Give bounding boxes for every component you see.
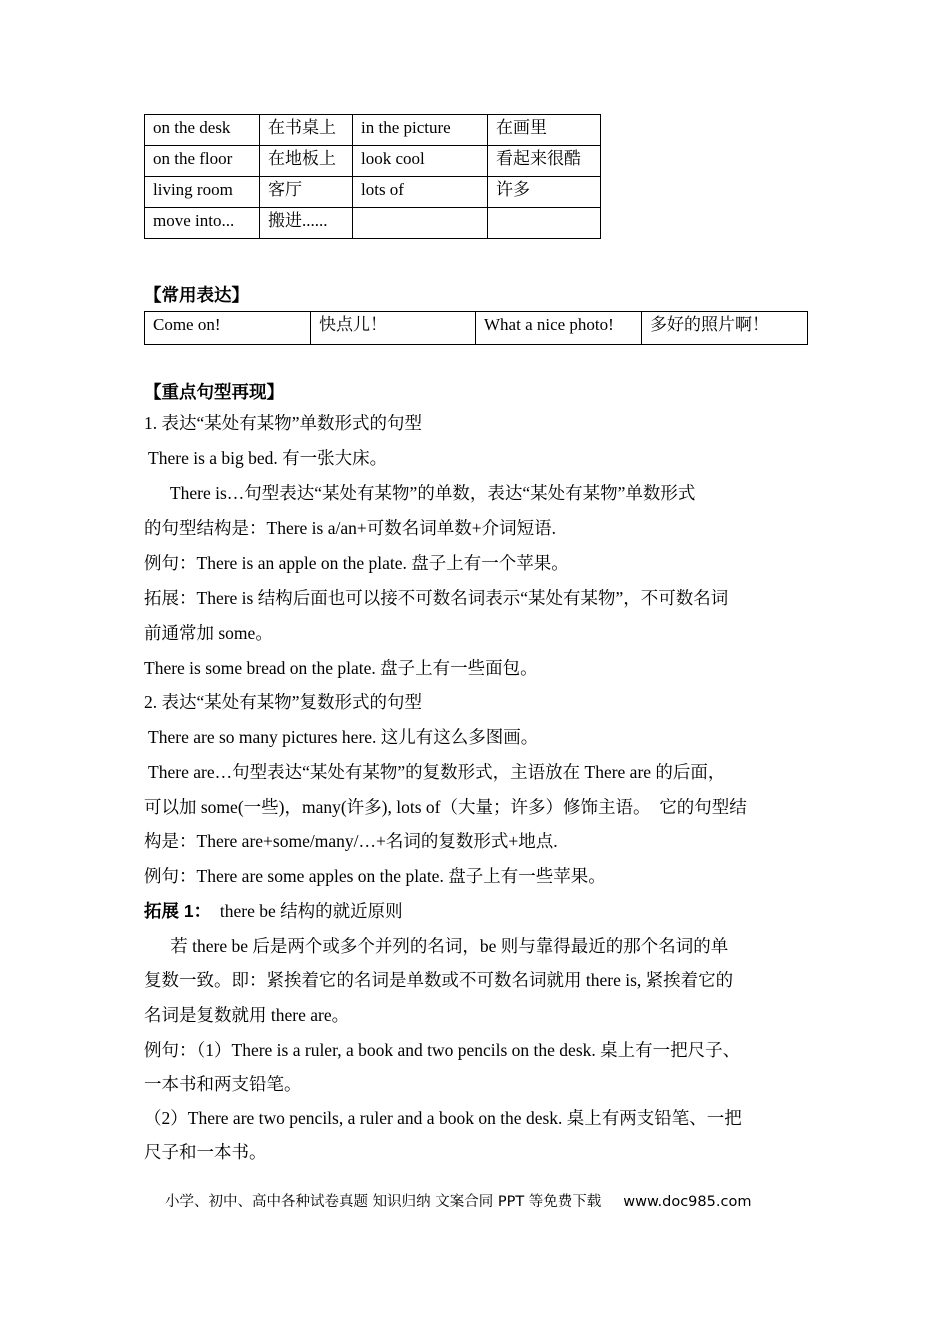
extension-line xyxy=(144,899,403,923)
vocab-table xyxy=(144,114,601,239)
table-cell: What a nice photo! xyxy=(476,312,642,345)
text-line: 复数一致。即：紧挨着它的名词是单数或不可数名词就用 there is, 紧挨着它的 xyxy=(144,970,734,990)
table-row xyxy=(145,177,601,208)
table-cell: on the floor xyxy=(145,146,260,177)
table-cell: move into... xyxy=(145,208,260,239)
text-line: 构是：There are+some/many/…+名词的复数形式+地点. xyxy=(144,831,558,851)
extension-label: 拓展 1： xyxy=(144,901,212,921)
text-line: 例句：（1）There is a ruler, a book and two pencils on the desk. 桌上有一把尺子、 xyxy=(144,1040,741,1060)
text-line: There is a big bed. 有一张大床。 xyxy=(144,448,388,468)
text-line: （2）There are two pencils, a ruler and a book on the desk. 桌上有两支铅笔、一把 xyxy=(144,1108,742,1128)
text-line: 一本书和两支铅笔。 xyxy=(144,1074,302,1094)
table-cell: lots of xyxy=(353,177,488,208)
page-footer xyxy=(165,1190,751,1211)
text-line: There is…句型表达“某处有某物”的单数，表达“某处有某物”单数形式 xyxy=(144,483,696,503)
table-cell: 看起来很酷 xyxy=(488,146,601,177)
table-cell: living room xyxy=(145,177,260,208)
table-cell: 许多 xyxy=(488,177,601,208)
text-line: 2. 表达“某处有某物”复数形式的句型 xyxy=(144,692,423,712)
sentences-heading: 【重点句型再现】 xyxy=(144,382,284,402)
extension-title: there be 结构的就近原则 xyxy=(211,901,403,921)
table-cell: look cool xyxy=(353,146,488,177)
text-line: 前通常加 some。 xyxy=(144,623,273,643)
text-line: 1. 表达“某处有某物”单数形式的句型 xyxy=(144,413,423,433)
table-cell: 在画里 xyxy=(488,115,601,146)
text-line: 的句型结构是：There is a/an+可数名词单数+介词短语. xyxy=(144,518,556,538)
text-line: 例句：There is an apple on the plate. 盘子上有一个苹果。 xyxy=(144,553,569,573)
table-row xyxy=(145,115,601,146)
text-line: 拓展：There is 结构后面也可以接不可数名词表示“某处有某物”，不可数名词 xyxy=(144,588,729,608)
table-cell xyxy=(488,208,601,239)
text-line: 例句：There are some apples on the plate. 盘子上有一些苹果。 xyxy=(144,866,606,886)
text-line: There is some bread on the plate. 盘子上有一些面包。 xyxy=(144,658,538,678)
text-line: There are so many pictures here. 这儿有这么多图画。 xyxy=(144,727,539,747)
text-line: There are…句型表达“某处有某物”的复数形式，主语放在 There are 的后面， xyxy=(144,762,726,782)
table-cell: Come on! xyxy=(145,312,311,345)
expressions-heading: 【常用表达】 xyxy=(144,285,249,305)
table-cell: 在书桌上 xyxy=(260,115,353,146)
table-cell: 在地板上 xyxy=(260,146,353,177)
text-line: 若 there be 后是两个或多个并列的名词，be 则与靠得最近的那个名词的单 xyxy=(144,936,729,956)
footer-text: 小学、初中、高中各种试卷真题 知识归纳 文案合同 PPT 等免费下载 xyxy=(165,1194,602,1210)
expressions-table xyxy=(144,311,808,345)
table-cell: on the desk xyxy=(145,115,260,146)
text-line: 名词是复数就用 there are。 xyxy=(144,1005,350,1025)
table-cell: 多好的照片啊！ xyxy=(642,312,808,345)
table-cell: in the picture xyxy=(353,115,488,146)
table-row xyxy=(145,146,601,177)
table-cell: 快点儿！ xyxy=(311,312,476,345)
text-line: 尺子和一本书。 xyxy=(144,1142,267,1162)
table-cell xyxy=(353,208,488,239)
table-row xyxy=(145,208,601,239)
table-cell: 客厅 xyxy=(260,177,353,208)
text-line: 可以加 some(一些)，many(许多), lots of（大量；许多）修饰主语。 它的句型结 xyxy=(144,797,747,817)
footer-url[interactable]: www.doc985.com xyxy=(623,1194,752,1210)
table-row xyxy=(145,312,808,345)
table-cell: 搬进...... xyxy=(260,208,353,239)
